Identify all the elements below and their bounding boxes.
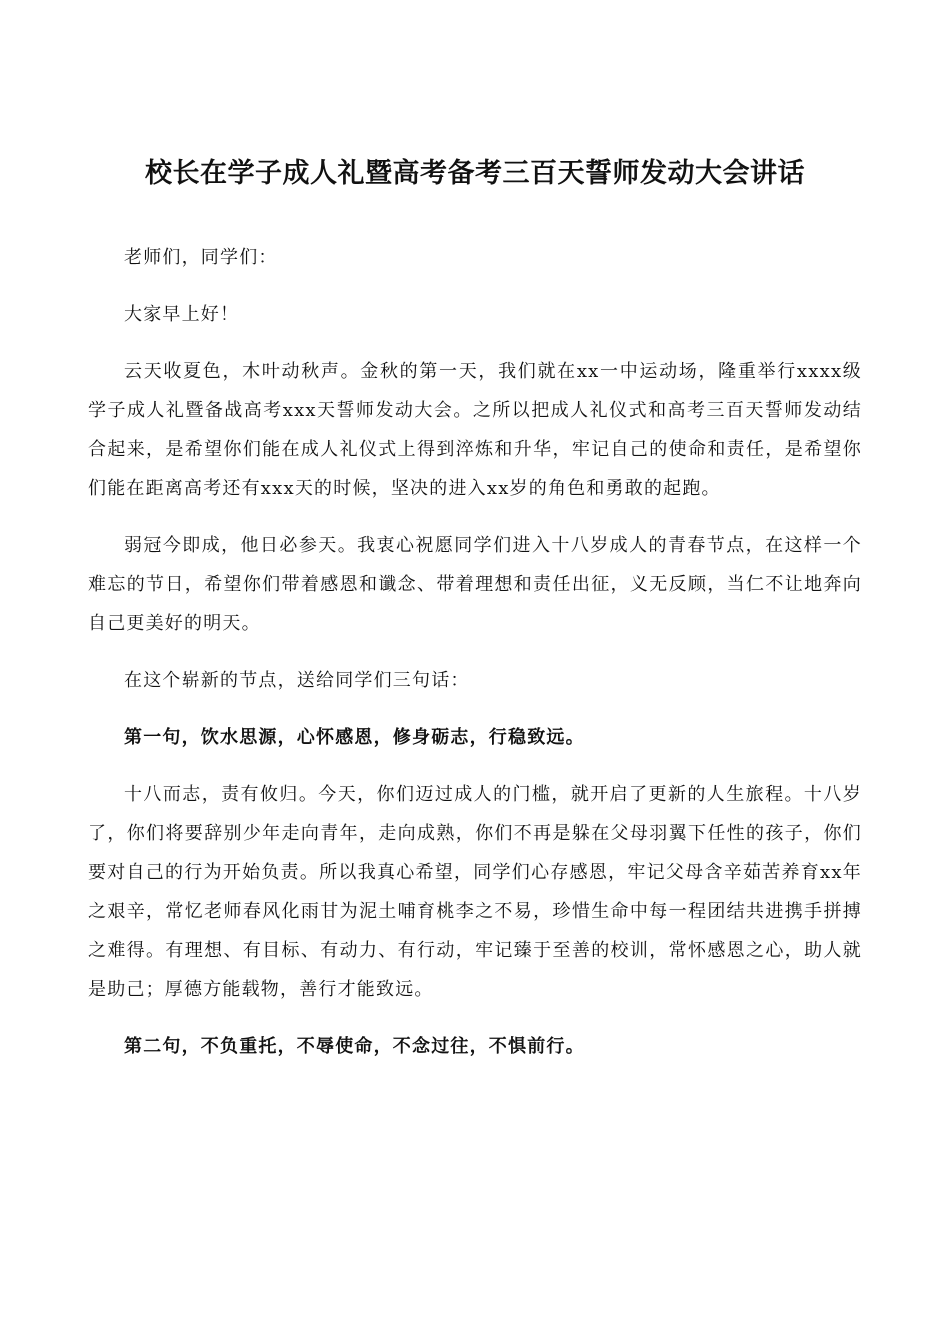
document-body xyxy=(88,238,862,1084)
second-sentence-heading: 第二句，不负重托，不辱使命，不念过往，不惧前行。 xyxy=(124,1036,585,1057)
opening-paragraph: 云天收夏色，木叶动秋声。金秋的第一天，我们就在xx一中运动场，隆重举行xxxx级学子成人礼暨备战高考xxx天誓师发动大会。之所以把成人礼仪式和高考三百天誓师发动结合起来，是希望你们能在成人礼仪式上得到淬炼和升华，牢记自己的使命和责任，是希望你们能在距离高考还有xxx天的时候，坚决的进入xx岁的角色和勇敢的起跑。 xyxy=(88,361,862,499)
salutation-paragraph: 老师们，同学们： xyxy=(124,247,278,268)
greeting-paragraph: 大家早上好！ xyxy=(124,304,240,325)
document-title: 校长在学子成人礼暨高考备考三百天誓师发动大会讲话 xyxy=(145,158,805,189)
first-sentence-heading: 第一句，饮水思源，心怀感恩，修身砺志，行稳致远。 xyxy=(124,727,585,748)
wish-paragraph: 弱冠今即成，他日必参天。我衷心祝愿同学们进入十八岁成人的青春节点，在这样一个难忘的节日，希望你们带着感恩和谶念、带着理想和责任出征，义无反顾，当仁不让地奔向自己更美好的明天。 xyxy=(88,535,862,634)
intro-three-sentences-paragraph: 在这个崭新的节点，送给同学们三句话： xyxy=(124,670,470,691)
first-sentence-paragraph: 十八而志，责有攸归。今天，你们迈过成人的门槛，就开启了更新的人生旅程。十八岁了，你们将要辞别少年走向青年，走向成熟，你们不再是躲在父母羽翼下任性的孩子，你们要对自己的行为开始负责。所以我真心希望，同学们心存感恩，牢记父母含辛茹苦养育xx年之艰辛，常忆老师春风化雨甘为泥土哺育桃李之不易，珍惜生命中每一程团结共进携手拼搏之难得。有理想、有目标、有动力、有行动，牢记臻于至善的校训，常怀感恩之心，助人就是助己；厚德方能载物，善行才能致远。 xyxy=(88,784,862,1000)
